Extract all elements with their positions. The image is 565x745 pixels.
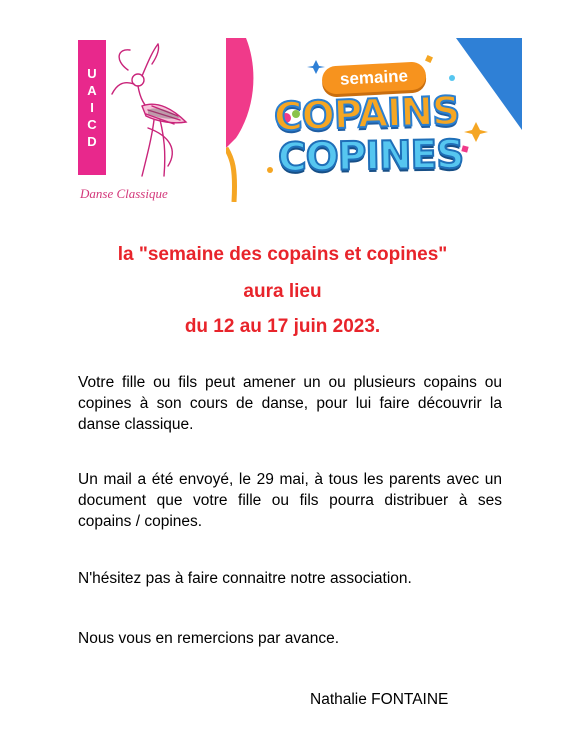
logo-letter: I <box>90 100 94 115</box>
headline-line-1: la "semaine des copains et copines" <box>117 244 448 265</box>
body-paragraph-4: Nous vous en remercions par avance. <box>78 630 340 647</box>
body-paragraph-2: Un mail a été envoyé, le 29 mai, à tous les parents avec un document que votre fille ou fils pourra distribuer à ses copains / copines. <box>78 471 502 530</box>
headline-line-3: du 12 au 17 juin 2023. <box>184 316 381 337</box>
banner-copains-text: COPAINS <box>273 88 460 141</box>
logo-letter-bar <box>78 40 106 175</box>
headline-line-2: aura lieu <box>243 281 322 302</box>
uaicd-logo <box>78 40 193 210</box>
logo-letter: D <box>87 134 97 149</box>
copains-copines-banner <box>226 38 522 202</box>
body-paragraph-3: N'hésitez pas à faire connaitre notre association. <box>78 570 412 587</box>
banner-semaine-label: semaine <box>321 61 426 94</box>
body-paragraph-1: Votre fille ou fils peut amener un ou plusieurs copains ou copines à son cours de danse, pour lui faire découvrir la danse classique. <box>78 374 502 433</box>
logo-letter: U <box>87 66 97 81</box>
banner-copines-text: COPINES <box>277 132 464 181</box>
signature: Nathalie FONTAINE <box>310 691 449 708</box>
logo-letter: C <box>87 117 97 132</box>
ballerina-icon <box>108 40 193 180</box>
logo-letter: A <box>87 83 97 98</box>
logo-script-text: Danse Classique <box>80 186 168 201</box>
